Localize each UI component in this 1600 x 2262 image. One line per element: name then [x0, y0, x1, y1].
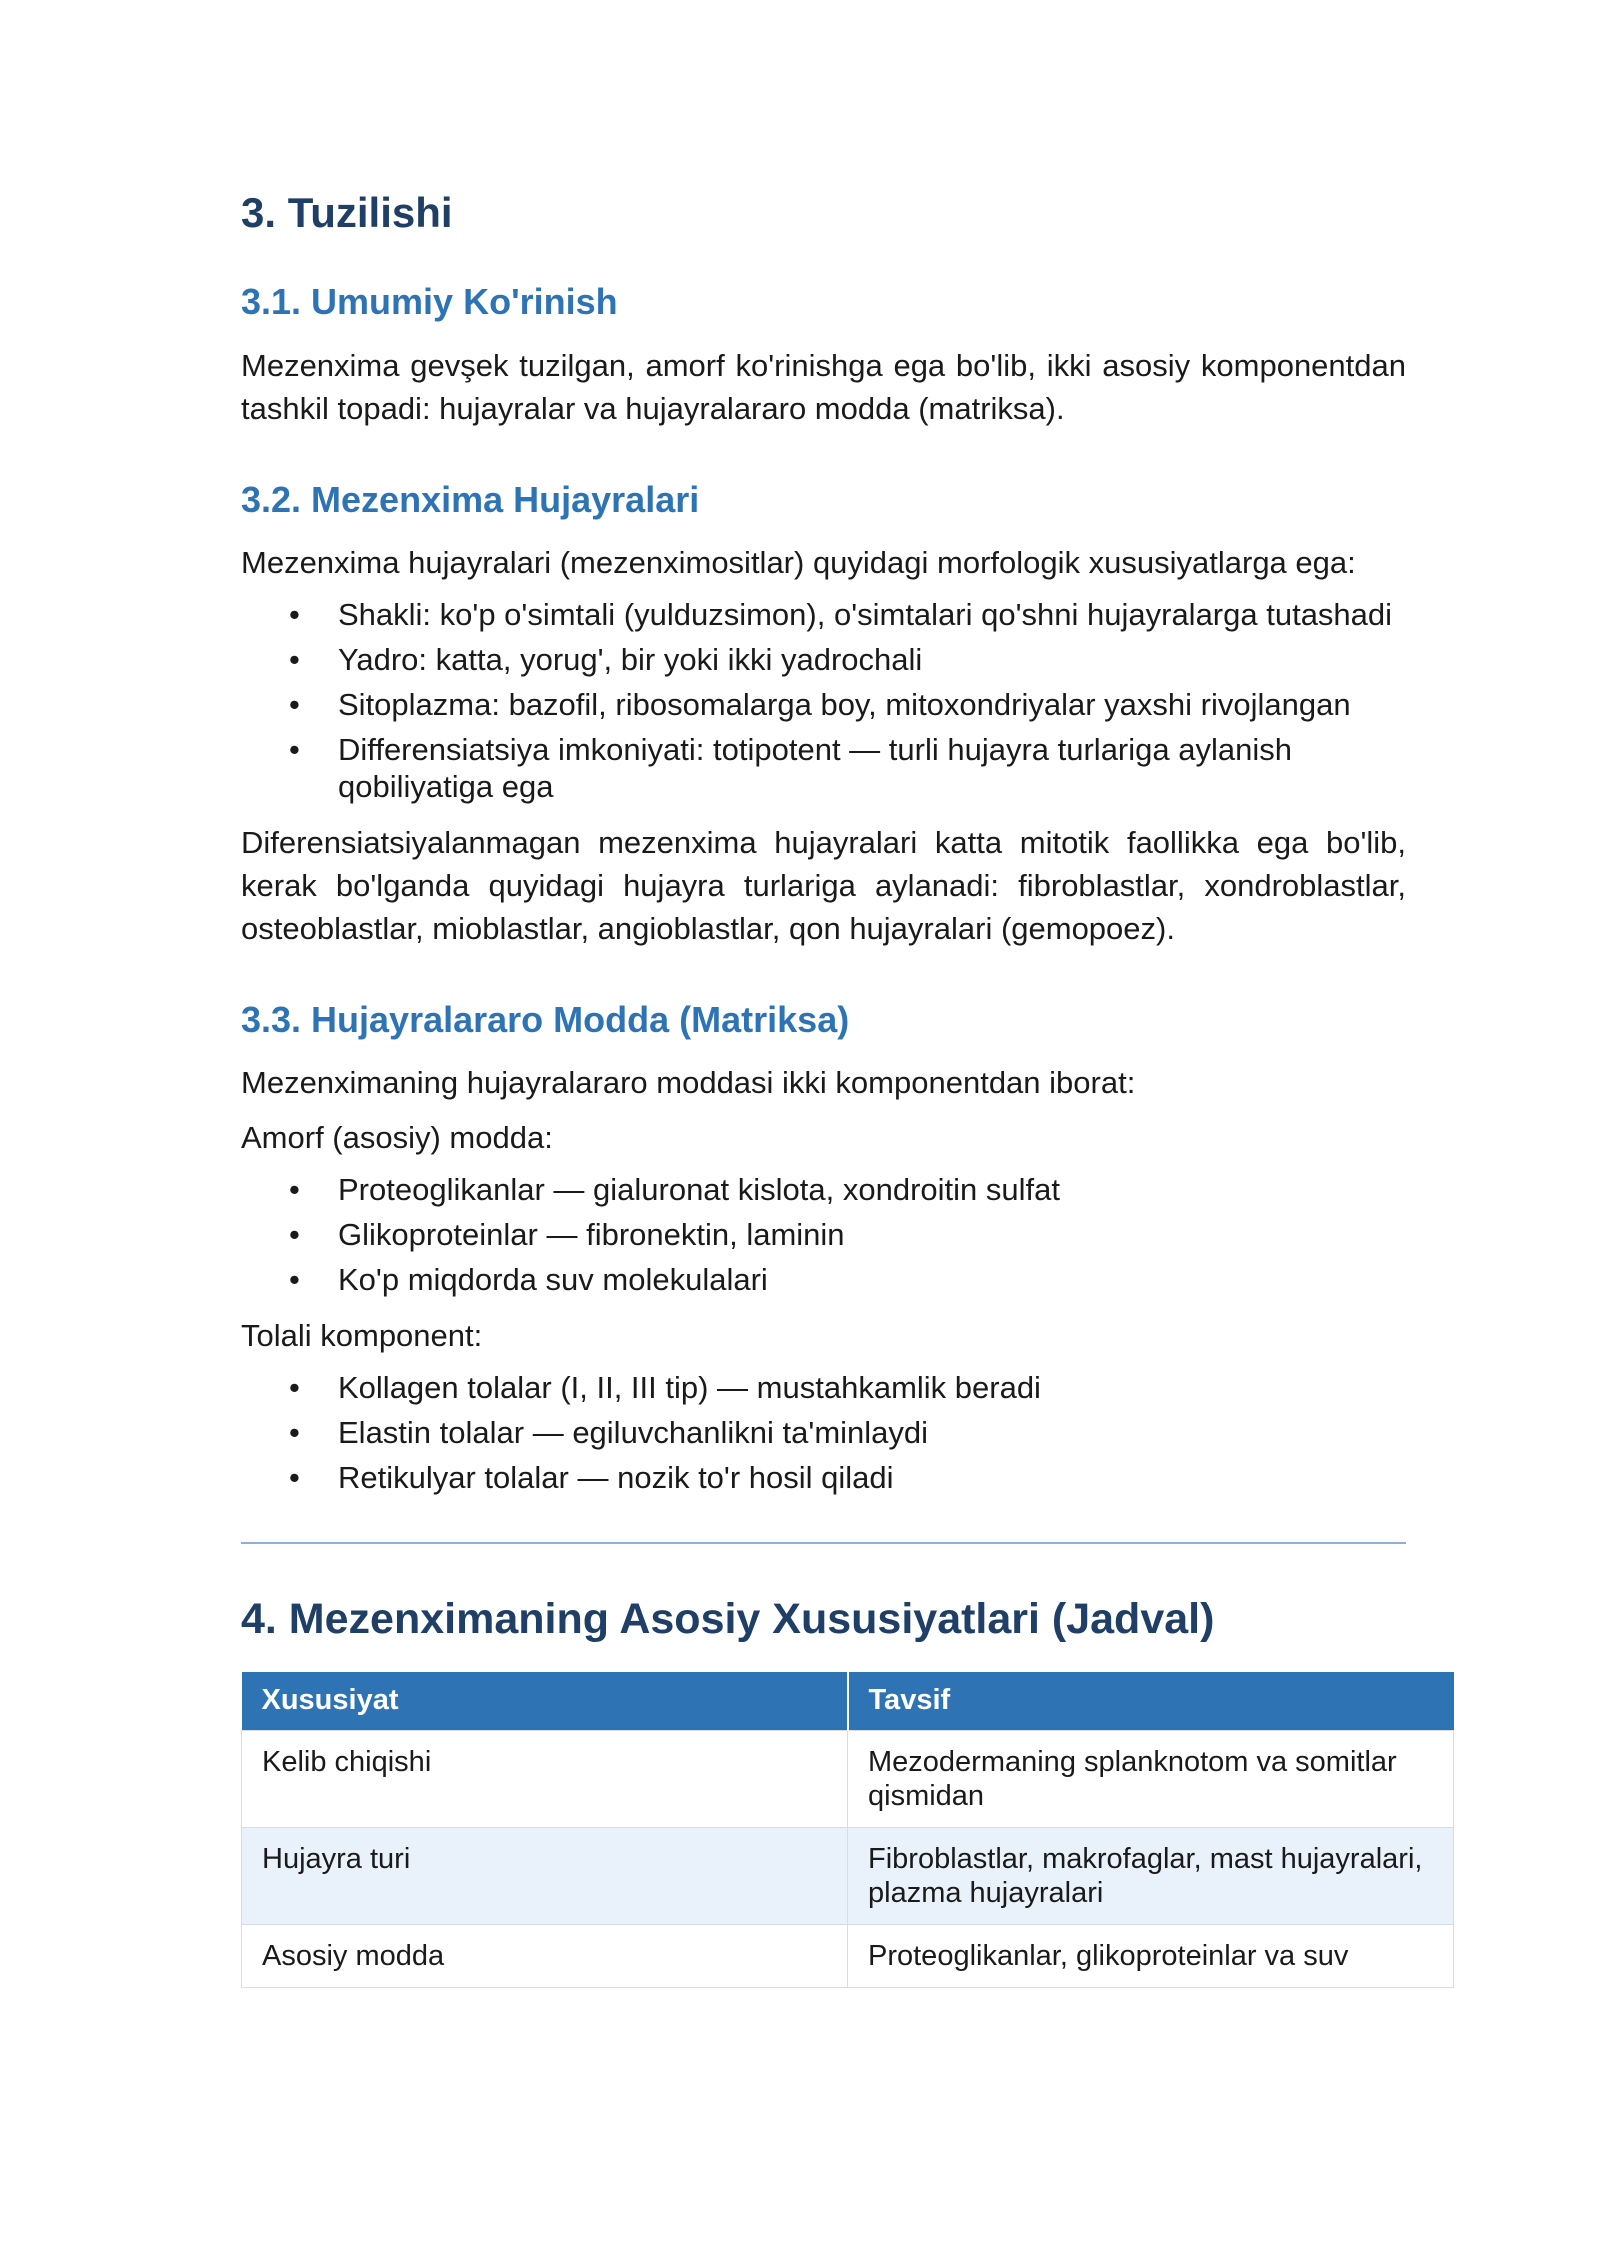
list-item: • Retikulyar tolalar — nozik to'r hosil qiladi: [241, 1459, 1406, 1496]
document-content: [241, 188, 1423, 1988]
table-header-cell: Xususiyat: [242, 1672, 848, 1731]
table-row: [242, 1730, 1454, 1827]
table-cell: Hujayra turi: [242, 1827, 848, 1924]
section-3-3-intro: Mezenximaning hujayralararo moddasi ikki komponentdan iborat:: [241, 1064, 1136, 1100]
table-cell: Kelib chiqishi: [242, 1730, 848, 1827]
section-3-3-heading: 3.3. Hujayralararo Modda (Matriksa): [241, 998, 850, 1040]
cell-features-list: [241, 596, 1406, 805]
tolali-label: Tolali komponent:: [241, 1317, 483, 1353]
list-item: • Kollagen tolalar (I, II, III tip) — mustahkamlik beradi: [241, 1369, 1406, 1406]
table-cell: Mezodermaning splanknotom va somitlar qismidan: [848, 1730, 1454, 1827]
table-cell: Asosiy modda: [242, 1924, 848, 1987]
section-3-2-heading: 3.2. Mezenxima Hujayralari: [241, 478, 700, 520]
list-item: • Differensiatsiya imkoniyati: totipotent — turli hujayra turlariga aylanish qobiliyatiga ega: [241, 731, 1406, 805]
list-item: • Elastin tolalar — egiluvchanlikni ta'minlaydi: [241, 1414, 1406, 1451]
section-3-1-heading: 3.1. Umumiy Ko'rinish: [241, 281, 618, 323]
table-cell: Proteoglikanlar, glikoproteinlar va suv: [848, 1924, 1454, 1987]
amorf-label: Amorf (asosiy) modda:: [241, 1119, 553, 1155]
list-item: • Sitoplazma: bazofil, ribosomalarga boy, mitoxondriyalar yaxshi rivojlangan: [241, 686, 1406, 723]
section-3-heading: 3. Tuzilishi: [241, 189, 453, 236]
table-header-row: [242, 1672, 1454, 1731]
list-item: • Ko'p miqdorda suv molekulalari: [241, 1261, 1406, 1298]
list-item: • Glikoproteinlar — fibronektin, laminin: [241, 1216, 1406, 1253]
section-3-2-outro: Diferensiatsiyalanmagan mezenxima hujayralari katta mitotik faollikka ega bo'lib, kerak bo'lganda quyidagi hujayra turlariga aylanadi: fibroblastlar, xondroblastlar, osteoblastlar, mioblastlar, angioblastlar, qon hujayralari (gemopoez).: [241, 824, 1406, 946]
section-divider: [241, 1542, 1406, 1544]
list-item: • Proteoglikanlar — gialuronat kislota, xondroitin sulfat: [241, 1171, 1406, 1208]
section-3-2-intro: Mezenxima hujayralari (mezenximositlar) quyidagi morfologik xususiyatlarga ega:: [241, 544, 1356, 580]
list-item: • Shakli: ko'p o'simtali (yulduzsimon), o'simtalari qo'shni hujayralarga tutashadi: [241, 596, 1406, 633]
table-row: [242, 1924, 1454, 1987]
amorf-list: [241, 1171, 1406, 1298]
section-4-heading: 4. Mezenximaning Asosiy Xususiyatlari (Jadval): [241, 1594, 1215, 1643]
section-3-1-paragraph: Mezenxima gevşek tuzilgan, amorf ko'rinishga ega bo'lib, ikki asosiy komponentdan tashkil topadi: hujayralar va hujayralararo modda (matriksa).: [241, 347, 1406, 426]
list-item: • Yadro: katta, yorug', bir yoki ikki yadrochali: [241, 641, 1406, 678]
properties-table: [241, 1672, 1454, 1988]
tolali-list: [241, 1369, 1406, 1496]
table-row: [242, 1827, 1454, 1924]
table-cell: Fibroblastlar, makrofaglar, mast hujayralari, plazma hujayralari: [848, 1827, 1454, 1924]
table-header-cell: Tavsif: [848, 1672, 1454, 1731]
